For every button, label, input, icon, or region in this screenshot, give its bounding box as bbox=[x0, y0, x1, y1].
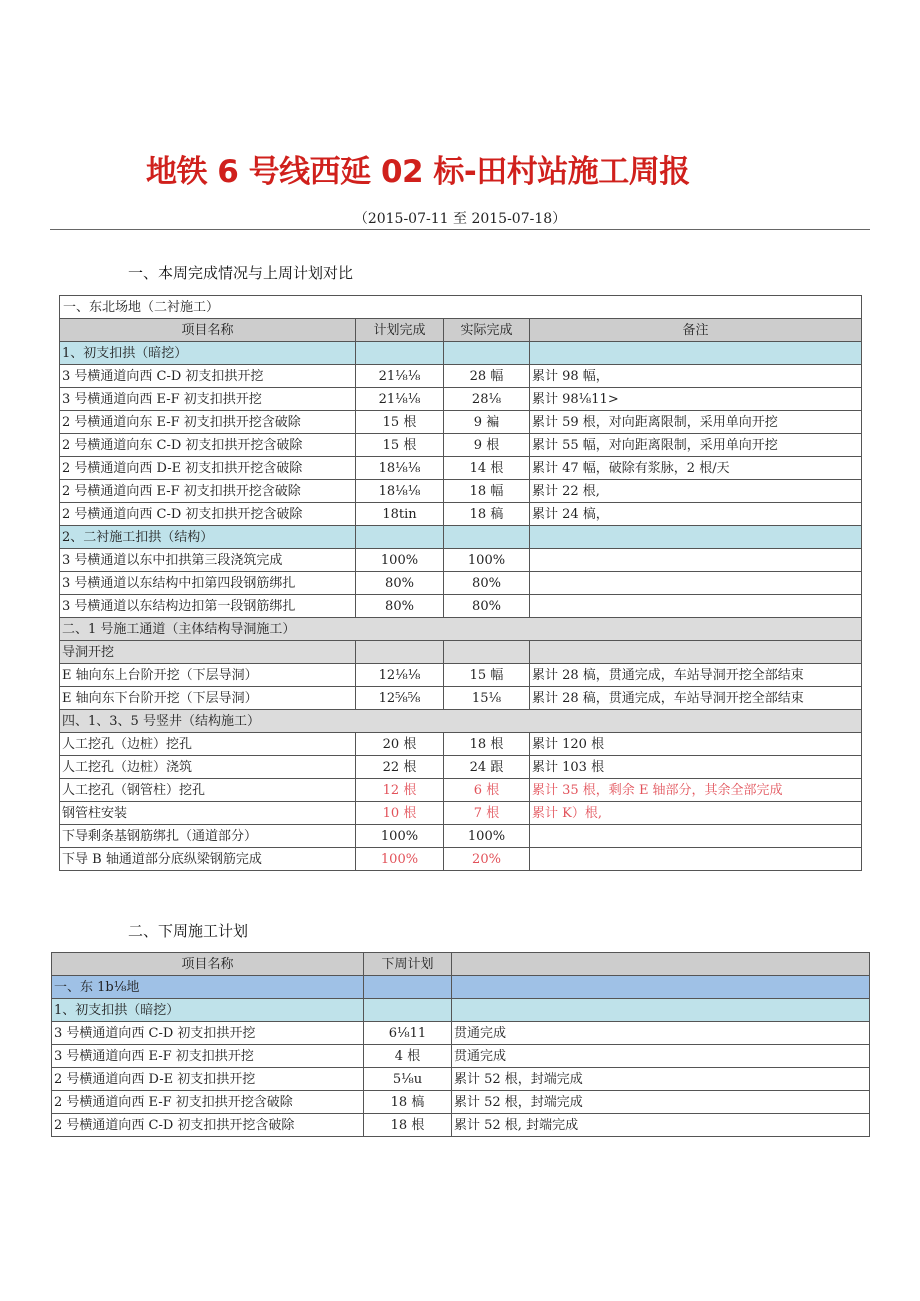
table-row bbox=[60, 756, 862, 779]
plan-value: 22 根 bbox=[356, 756, 444, 779]
table-row bbox=[60, 825, 862, 848]
header-row bbox=[52, 953, 870, 976]
group-title-row bbox=[60, 618, 862, 641]
table-row bbox=[60, 595, 862, 618]
plan-value: 10 根 bbox=[356, 802, 444, 825]
table-row bbox=[52, 1045, 870, 1068]
col-header-actual: 实际完成 bbox=[444, 319, 530, 342]
note-value: 累计 24 槁， bbox=[530, 503, 862, 526]
col-header-name: 项目名称 bbox=[60, 319, 356, 342]
table-row bbox=[60, 388, 862, 411]
table-row bbox=[60, 480, 862, 503]
subgroup-title: 2、二衬施工扣拱（结构） bbox=[60, 526, 356, 549]
item-name: 2 号横通道向西 D-E 初支扣拱开挖 bbox=[52, 1068, 364, 1091]
table-row bbox=[60, 687, 862, 710]
note-value: 贯通完成 bbox=[452, 1022, 870, 1045]
note-value: 累计 28 槁，贯通完成，车站导洞开挖全部结束 bbox=[530, 664, 862, 687]
table-row bbox=[60, 434, 862, 457]
item-name: 3 号横通道向西 E-F 初支扣拱开挖 bbox=[60, 388, 356, 411]
actual-value: 6 根 bbox=[444, 779, 530, 802]
plan-value: 5⅛u bbox=[364, 1068, 452, 1091]
actual-value: 28 幅 bbox=[444, 365, 530, 388]
item-name: 下导剩条基钢筋绑扎（通道部分） bbox=[60, 825, 356, 848]
actual-value: 80% bbox=[444, 572, 530, 595]
item-name: 钢管柱安装 bbox=[60, 802, 356, 825]
table-row bbox=[60, 411, 862, 434]
item-name: 2 号横通道向西 C-D 初支扣拱开挖含破除 bbox=[60, 503, 356, 526]
item-name: E 轴向东下台阶开挖（下层导洞） bbox=[60, 687, 356, 710]
note-value: 累计 52 根，封端完成 bbox=[452, 1068, 870, 1091]
actual-value: 28⅛ bbox=[444, 388, 530, 411]
plan-value: 6⅛11 bbox=[364, 1022, 452, 1045]
actual-value: 100% bbox=[444, 549, 530, 572]
actual-value: 9 褊 bbox=[444, 411, 530, 434]
col-header-plan: 下周计划 bbox=[364, 953, 452, 976]
table-row bbox=[60, 779, 862, 802]
note-value: 贯通完成 bbox=[452, 1045, 870, 1068]
group-title: 二、1 号施工通道（主体结构导洞施工） bbox=[60, 618, 862, 641]
actual-value: 20% bbox=[444, 848, 530, 871]
plan-value: 12⅝⅝ bbox=[356, 687, 444, 710]
empty-cell bbox=[530, 641, 862, 664]
actual-value: 80% bbox=[444, 595, 530, 618]
table-row bbox=[60, 503, 862, 526]
section2-title: 二、下周施工计划 bbox=[128, 922, 249, 940]
note-value: 累计 28 稿，贯通完成，车站导洞开挖全部结束 bbox=[530, 687, 862, 710]
report-title: 地铁 6 号线西延 02 标-田村站施工周报 bbox=[146, 154, 690, 190]
table-row bbox=[60, 733, 862, 756]
plan-value: 18⅛⅛ bbox=[356, 457, 444, 480]
table-row bbox=[60, 848, 862, 871]
actual-value: 15 幅 bbox=[444, 664, 530, 687]
actual-value: 15⅛ bbox=[444, 687, 530, 710]
plan-value: 12⅛⅛ bbox=[356, 664, 444, 687]
actual-value: 7 根 bbox=[444, 802, 530, 825]
empty-cell bbox=[356, 526, 444, 549]
item-name: 3 号横通道以东中扣拱第三段浇筑完成 bbox=[60, 549, 356, 572]
col-header-note bbox=[452, 953, 870, 976]
note-value: 累计 52 根, 封端完成 bbox=[452, 1114, 870, 1137]
item-name: 2 号横通道向西 E-F 初支扣拱开挖含破除 bbox=[60, 480, 356, 503]
plan-value: 12 根 bbox=[356, 779, 444, 802]
item-name: 2 号横通道向西 C-D 初支扣拱开挖含破除 bbox=[52, 1114, 364, 1137]
item-name: 人工挖孔（边桩）挖孔 bbox=[60, 733, 356, 756]
actual-value: 18 根 bbox=[444, 733, 530, 756]
subgroup-row bbox=[52, 999, 870, 1022]
item-name: 2 号横通道向东 E-F 初支扣拱开挖含破除 bbox=[60, 411, 356, 434]
plan-value: 4 根 bbox=[364, 1045, 452, 1068]
weekly-completion-table bbox=[59, 295, 862, 871]
actual-value: 24 跟 bbox=[444, 756, 530, 779]
item-name: 3 号横通道向西 C-D 初支扣拱开挖 bbox=[52, 1022, 364, 1045]
plan-value: 100% bbox=[356, 848, 444, 871]
note-value: 累计 103 根 bbox=[530, 756, 862, 779]
plan-value: 18 槁 bbox=[364, 1091, 452, 1114]
header-row bbox=[60, 319, 862, 342]
item-name: 人工挖孔（钢管柱）挖孔 bbox=[60, 779, 356, 802]
note-value: 累计 35 根，剩余 E 轴部分，其余全部完成 bbox=[530, 779, 862, 802]
subgroup-title: 导洞开挖 bbox=[60, 641, 356, 664]
item-name: 2 号横通道向东 C-D 初支扣拱开挖含破除 bbox=[60, 434, 356, 457]
plan-value: 80% bbox=[356, 595, 444, 618]
group-title: 一、东 1b⅛地 bbox=[52, 976, 364, 999]
note-value: 累计 22 根, bbox=[530, 480, 862, 503]
item-name: 2 号横通道向西 E-F 初支扣拱开挖含破除 bbox=[52, 1091, 364, 1114]
note-value: 累计 52 根，封端完成 bbox=[452, 1091, 870, 1114]
group-title: 一、东北场地（二衬施工） bbox=[60, 296, 862, 319]
plan-value: 80% bbox=[356, 572, 444, 595]
note-value: 累计 55 幅，对向距离限制，采用单向开挖 bbox=[530, 434, 862, 457]
item-name: 3 号横通道以东结构中扣第四段钢筋绑扎 bbox=[60, 572, 356, 595]
title-divider bbox=[50, 229, 870, 230]
table-row bbox=[60, 664, 862, 687]
section1-title: 一、本周完成情况与上周计划对比 bbox=[128, 264, 354, 282]
plan-value: 20 根 bbox=[356, 733, 444, 756]
item-name: E 轴向东上台阶开挖（下层导洞） bbox=[60, 664, 356, 687]
item-name: 人工挖孔（边桩）浇筑 bbox=[60, 756, 356, 779]
actual-value: 100% bbox=[444, 825, 530, 848]
item-name: 2 号横通道向西 D-E 初支扣拱开挖含破除 bbox=[60, 457, 356, 480]
note-value: 累计 98⅛11> bbox=[530, 388, 862, 411]
table-row bbox=[52, 1091, 870, 1114]
note-value bbox=[530, 595, 862, 618]
plan-value: 18⅛⅛ bbox=[356, 480, 444, 503]
note-value bbox=[530, 549, 862, 572]
item-name: 3 号横通道向西 C-D 初支扣拱开挖 bbox=[60, 365, 356, 388]
subgroup-title: 1、初支扣拱（暗挖） bbox=[52, 999, 364, 1022]
group-title-row bbox=[60, 710, 862, 733]
actual-value: 18 幅 bbox=[444, 480, 530, 503]
plan-value: 15 根 bbox=[356, 411, 444, 434]
col-header-name: 项目名称 bbox=[52, 953, 364, 976]
empty-cell bbox=[444, 526, 530, 549]
table-row bbox=[60, 457, 862, 480]
table-row bbox=[60, 549, 862, 572]
note-value: 累计 K）根, bbox=[530, 802, 862, 825]
empty-cell bbox=[530, 526, 862, 549]
note-value bbox=[530, 848, 862, 871]
next-week-plan-table bbox=[51, 952, 870, 1137]
item-name: 3 号横通道向西 E-F 初支扣拱开挖 bbox=[52, 1045, 364, 1068]
col-header-note: 备注 bbox=[530, 319, 862, 342]
note-value: 累计 47 幅，破除有浆脉，2 根/天 bbox=[530, 457, 862, 480]
table-row bbox=[60, 365, 862, 388]
actual-value: 18 稿 bbox=[444, 503, 530, 526]
subgroup-title-row bbox=[60, 526, 862, 549]
subgroup-row bbox=[60, 342, 862, 365]
table-row bbox=[52, 1114, 870, 1137]
subgroup-title: 1、初支扣拱（暗挖） bbox=[60, 342, 356, 365]
actual-value: 9 根 bbox=[444, 434, 530, 457]
note-value: 累计 120 根 bbox=[530, 733, 862, 756]
item-name: 3 号横通道以东结构边扣第一段钢筋绑扎 bbox=[60, 595, 356, 618]
group-row bbox=[60, 296, 862, 319]
plan-value: 15 根 bbox=[356, 434, 444, 457]
note-value bbox=[530, 825, 862, 848]
plan-value: 100% bbox=[356, 825, 444, 848]
col-header-plan: 计划完成 bbox=[356, 319, 444, 342]
table-row bbox=[60, 802, 862, 825]
plan-value: 21⅛⅛ bbox=[356, 365, 444, 388]
note-value: 累计 59 根，对向距离限制，采用单向开挖 bbox=[530, 411, 862, 434]
empty-cell bbox=[356, 641, 444, 664]
actual-value: 14 根 bbox=[444, 457, 530, 480]
table-row bbox=[52, 1022, 870, 1045]
empty-cell bbox=[444, 641, 530, 664]
item-name: 下导 B 轴通道部分底纵梁钢筋完成 bbox=[60, 848, 356, 871]
table-row bbox=[60, 572, 862, 595]
note-value: 累计 98 幅， bbox=[530, 365, 862, 388]
date-range: （2015-07-11 至 2015-07-18） bbox=[353, 211, 567, 227]
plan-value: 18 根 bbox=[364, 1114, 452, 1137]
group-title: 四、1、3、5 号竖井（结构施工） bbox=[60, 710, 862, 733]
plan-value: 18tin bbox=[356, 503, 444, 526]
subgroup-title-row bbox=[60, 641, 862, 664]
group-row bbox=[52, 976, 870, 999]
note-value bbox=[530, 572, 862, 595]
plan-value: 100% bbox=[356, 549, 444, 572]
table-row bbox=[52, 1068, 870, 1091]
plan-value: 21⅛⅛ bbox=[356, 388, 444, 411]
